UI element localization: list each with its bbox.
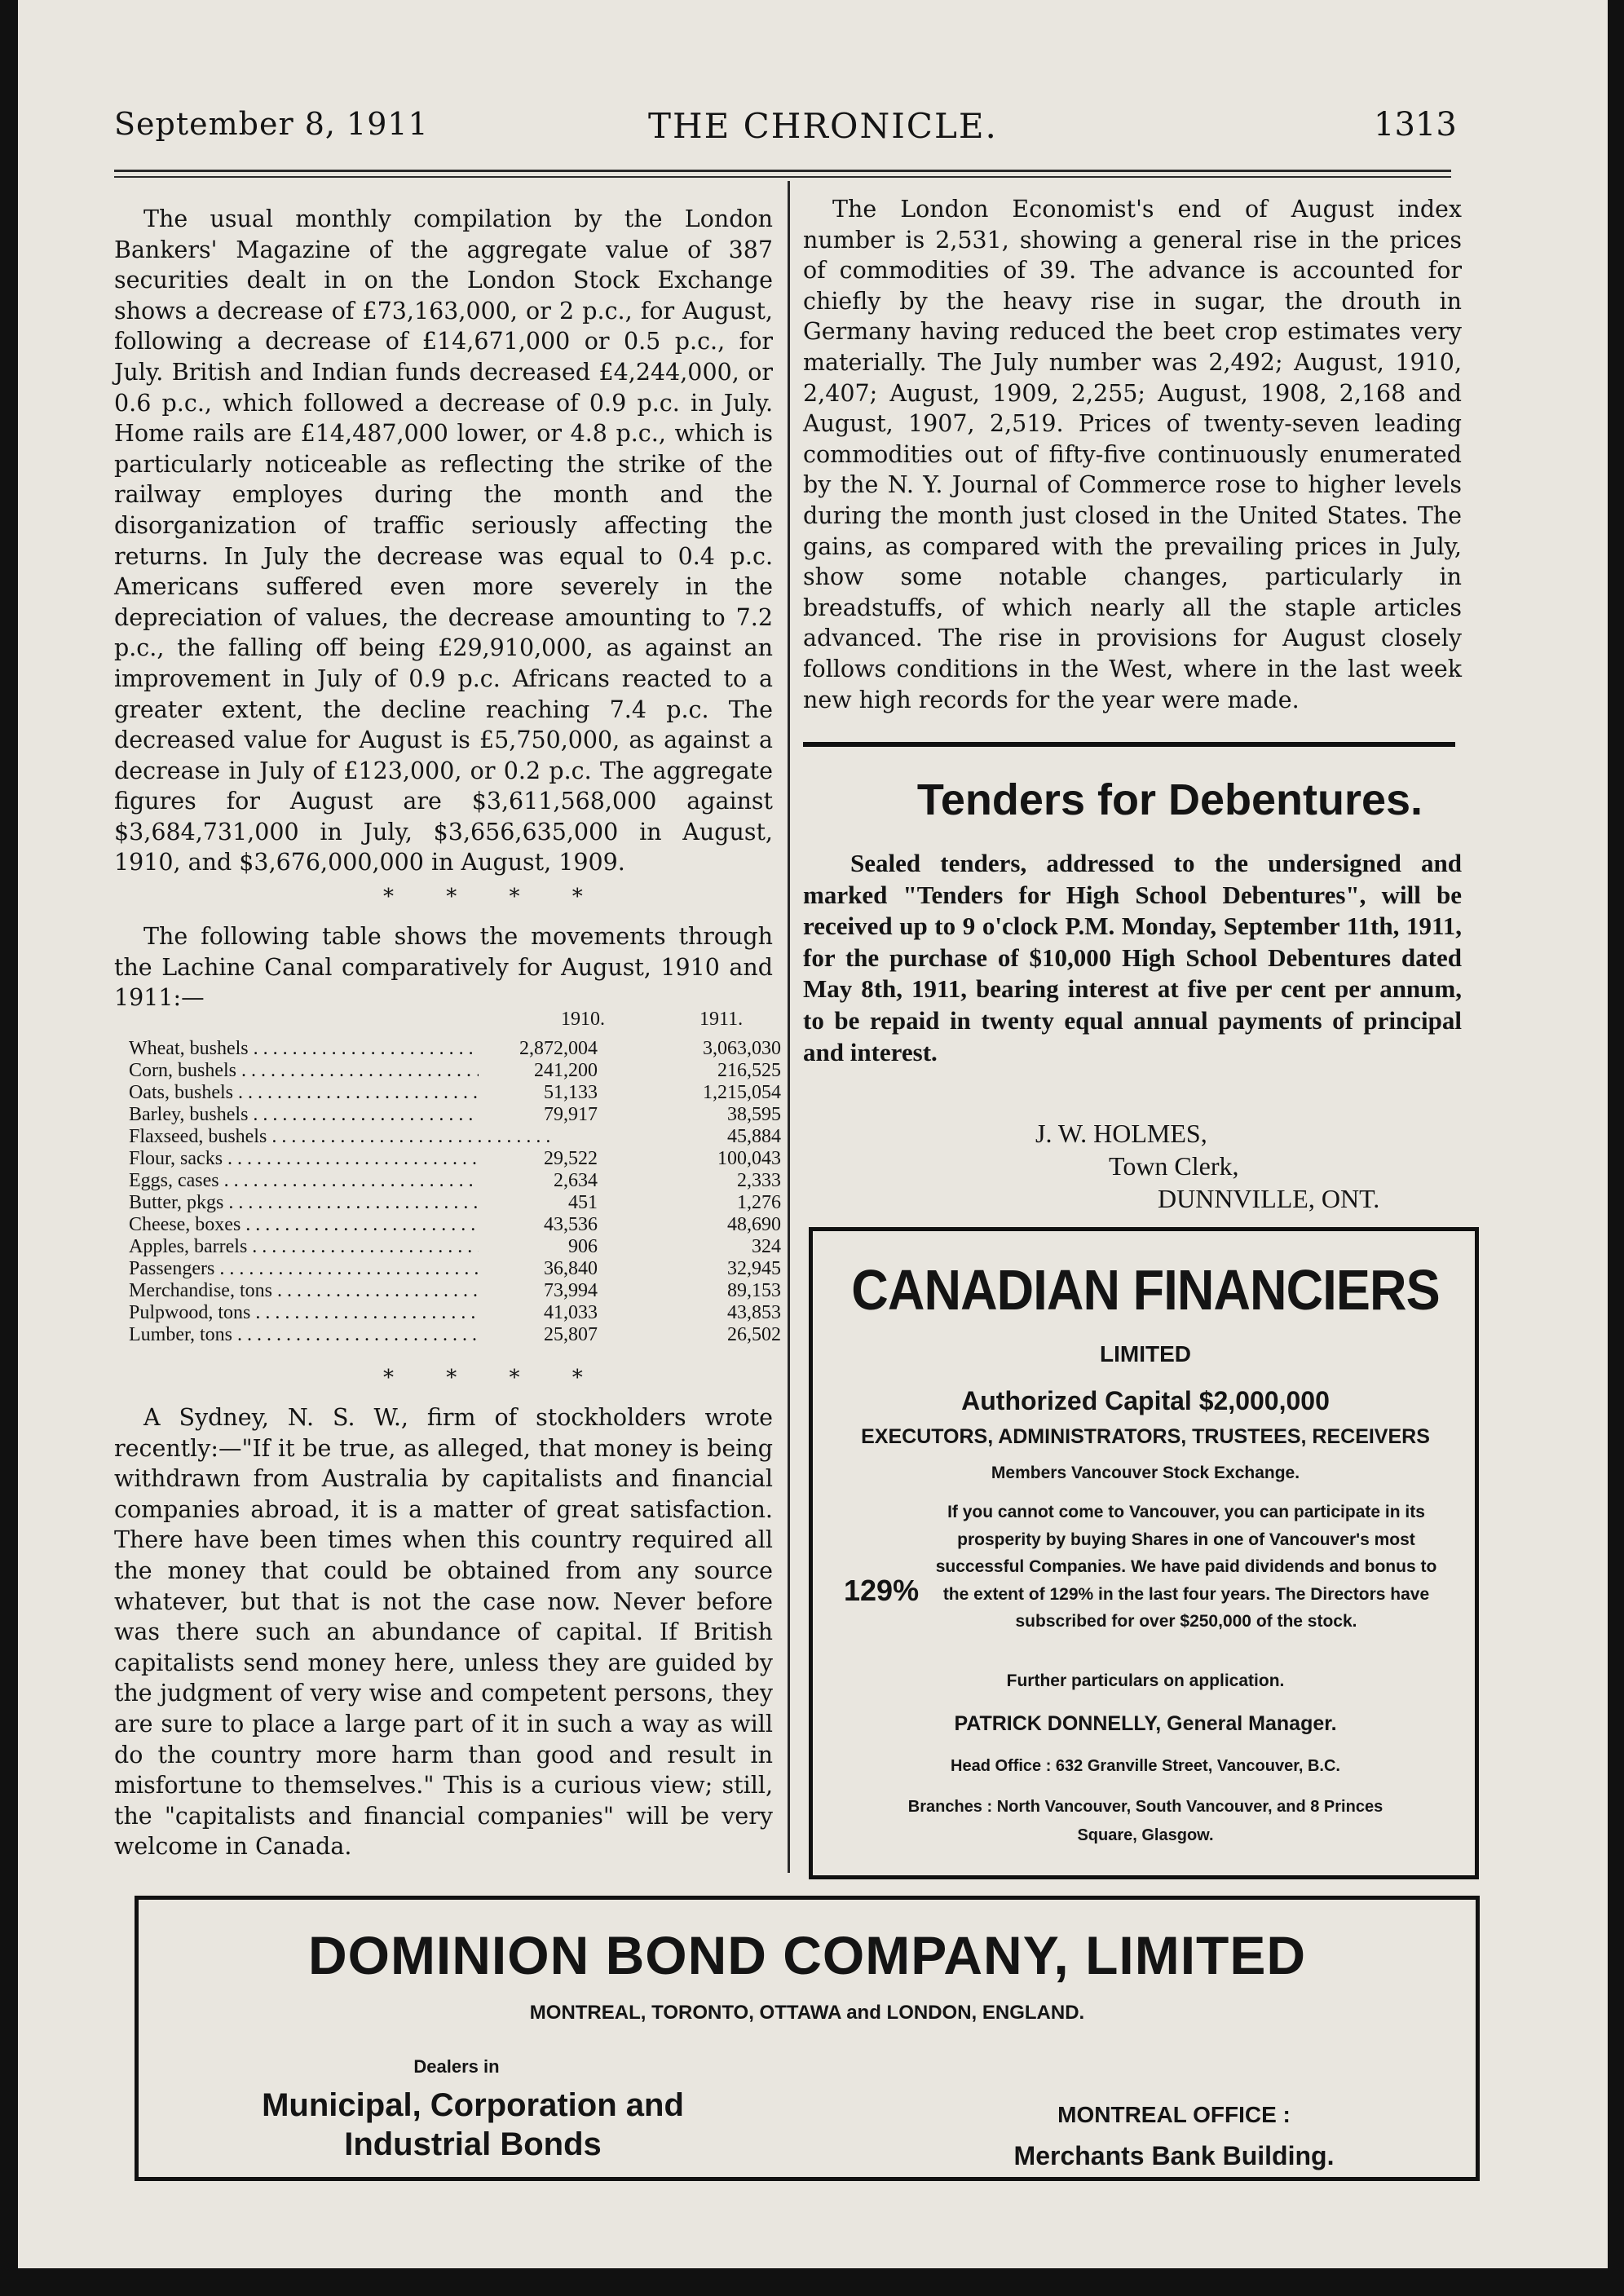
scan-border-right: [1608, 0, 1624, 2296]
db-title: DOMINION BOND COMPANY, LIMITED: [307, 1925, 1307, 1985]
header-rule-bottom: [114, 176, 1451, 178]
table-row: Apples, barrels . . . 906 324: [129, 1236, 781, 1258]
article-lachine-intro: [114, 921, 773, 1013]
article-economist-index: [803, 194, 1462, 715]
cf-branches-2: Square, Glasgow.: [1077, 1826, 1214, 1844]
table-row: Pulpwood, tons . . . 41,033 43,853: [129, 1302, 781, 1324]
cf-subtitle: LIMITED: [1100, 1341, 1191, 1367]
issue-date: September 8, 1911: [114, 106, 429, 142]
db-dealers: Dealers in: [413, 2056, 500, 2077]
cf-manager: PATRICK DONNELLY, General Manager.: [954, 1712, 1337, 1735]
table-row: Flour, sacks . . . 29,522 100,043: [129, 1148, 781, 1170]
article-sydney: [114, 1402, 773, 1862]
article-paragraph: The London Economist's end of August index number is 2,531, showing a general rise in the prices of commodities of 39. The advance is accounted for chiefly by the heavy rise in sugar, the drouth in Germany having reduced the beet crop estimates very materially. The July number was 2,492; August, 1910, 2,407; August, 1909, 2,255; August, 1908, 2,168 and August, 1907, 2,519. Prices of twenty-seven leading commodities out of fifty-five continuously enumerated by the N. Y. Journal of Commerce rose to higher levels during the month just closed in the United States. The gains, as compared with the prevailing prices in July, show some notable changes, particularly in breadstuffs, of which nearly all the staple articles advanced. The rise in provisions for August closely follows conditions in the West, where in the last week new high records for the year were made.: [803, 196, 1462, 713]
db-office-name: Merchants Bank Building.: [1013, 2141, 1335, 2170]
cf-badge: 129%: [844, 1574, 920, 1607]
table-row: Cheese, boxes . . . 43,536 48,690: [129, 1214, 781, 1236]
signer-name: J. W. HOLMES,: [1035, 1119, 1207, 1148]
table-row: Passengers . . . 36,840 32,945: [129, 1258, 781, 1280]
table-row: Eggs, cases . . . 2,634 2,333: [129, 1170, 781, 1192]
tenders-title: Tenders for Debentures.: [916, 775, 1423, 824]
article-paragraph: A Sydney, N. S. W., firm of stockholders wrote recently:—"If it be true, as alleged, that money is being withdrawn from Australia by capitalists and financial companies abroad, it is a matter of great satisfaction. There have been times when this country required all the money that could be obtained from any source whatever, but that is not the case now. Never before was there such an abundance of capital. If British capitalists send money here, unless they are guided by the judgment of very wise and competent persons, they are sure to place a large part of it in such a way as will do the country more harm than good and result in misfortune to themselves." This is a curious view; still, the "capitalists and financial companies" will be very welcome in Canada.: [114, 1404, 773, 1861]
scan-border-left: [0, 0, 18, 2296]
cf-capital: Authorized Capital $2,000,000: [961, 1386, 1330, 1415]
table-row: Oats, bushels . . . 51,133 1,215,054: [129, 1082, 781, 1104]
publication-title: THE CHRONICLE.: [648, 106, 998, 146]
table-row: Barley, bushels . . . 79,917 38,595: [129, 1104, 781, 1126]
table-row: Flaxseed, bushels . . . 45,884: [129, 1126, 781, 1148]
db-bonds-1: Municipal, Corporation and: [262, 2087, 684, 2123]
cf-head-office: Head Office : 632 Granville Street, Vancouver, B.C.: [951, 1757, 1340, 1775]
table-row: Lumber, tons . . . 25,807 26,502: [129, 1324, 781, 1346]
signer-title: Town Clerk,: [1109, 1151, 1239, 1181]
article-stock-exchange: [114, 204, 773, 878]
db-office-label: MONTREAL OFFICE :: [1057, 2102, 1291, 2127]
separator-stars: * * * *: [383, 1366, 606, 1390]
scan-border-bottom: [0, 2268, 1624, 2296]
table-row: Butter, pkgs . . . 451 1,276: [129, 1192, 781, 1214]
tenders-body: Sealed tenders, addressed to the undersigned and marked "Tenders for High School Debentures", will be received up to 9 o'clock P.M. Monday, September 11th, 1911, for the purchase of $10,000 High School Debentures dated May 8th, 1911, bearing interest at five per cent per annum, to be repaid in twenty equal annual payments of principal and interest.: [803, 849, 1462, 1066]
cf-further: Further particulars on application.: [1006, 1671, 1285, 1690]
table-header-1911: 1911.: [699, 1009, 744, 1030]
cf-body: If you cannot come to Vancouver, you can participate in its prosperity by buying Shares in one of Vancouver's most successful Companies. We have paid dividends and bonus to the extent of 129% in the last four years. The Directors have subscribed for over $250,000 of the stock.: [935, 1503, 1437, 1631]
article-paragraph: The usual monthly compilation by the London Bankers' Magazine of the aggregate value of 387 securities dealt in on the London Stock Exchange shows a decrease of £73,163,000, or 2 p.c., for August, following a decrease of £14,671,000 or 0.5 p.c., for July. British and Indian funds decreased £4,244,000, or 0.6 p.c., which followed a decrease of 0.9 p.c. in July. Home rails are £14,487,000 lower, or 4.8 p.c., which is particularly noticeable as reflecting the strike of the railway employes during the month and the disorganization of traffic seriously affecting the returns. In July the decrease was equal to 0.4 p.c. Americans suffered even more severely in the depreciation of values, the decrease amounting to 7.2 p.c., the falling off being £29,910,000, as against an improvement in July of 0.9 p.c. Africans reacted to a greater extent, the decline reaching 7.4 p.c. The decreased value for August is £5,750,000, as against a decrease in July of £123,000, or 0.2 p.c. The aggregate figures for August are $3,611,568,000 against $3,684,731,000 in July, $3,656,635,000 in August, 1910, and $3,676,000,000 in August, 1909.: [114, 205, 773, 876]
column-divider: [788, 181, 790, 1873]
cf-members: Members Vancouver Stock Exchange.: [991, 1464, 1300, 1482]
tenders-notice: [803, 848, 1462, 1068]
header-rule-top: [114, 170, 1451, 172]
cf-roles: EXECUTORS, ADMINISTRATORS, TRUSTEES, RECEIVERS: [861, 1425, 1430, 1448]
section-rule: [803, 742, 1455, 747]
article-paragraph: The following table shows the movements through the Lachine Canal comparatively for August, 1910 and 1911:—: [114, 923, 773, 1012]
db-bonds-2: Industrial Bonds: [344, 2126, 602, 2162]
cf-branches-1: Branches : North Vancouver, South Vancouver, and 8 Princes: [907, 1798, 1383, 1816]
cf-title: CANADIAN FINANCIERS: [851, 1258, 1440, 1322]
signer-place: DUNNVILLE, ONT.: [1158, 1184, 1380, 1213]
table-row: Wheat, bushels . . . 2,872,004 3,063,030: [129, 1038, 781, 1060]
table-row: Corn, bushels . . . 241,200 216,525: [129, 1060, 781, 1082]
table-row: Merchandise, tons . . . 73,994 89,153: [129, 1280, 781, 1302]
table-header-1910: 1910.: [561, 1009, 605, 1030]
page-number: 1313: [1374, 106, 1457, 144]
db-cities: MONTREAL, TORONTO, OTTAWA and LONDON, ENGLAND.: [529, 2002, 1085, 2024]
separator-stars: * * * *: [383, 885, 606, 909]
